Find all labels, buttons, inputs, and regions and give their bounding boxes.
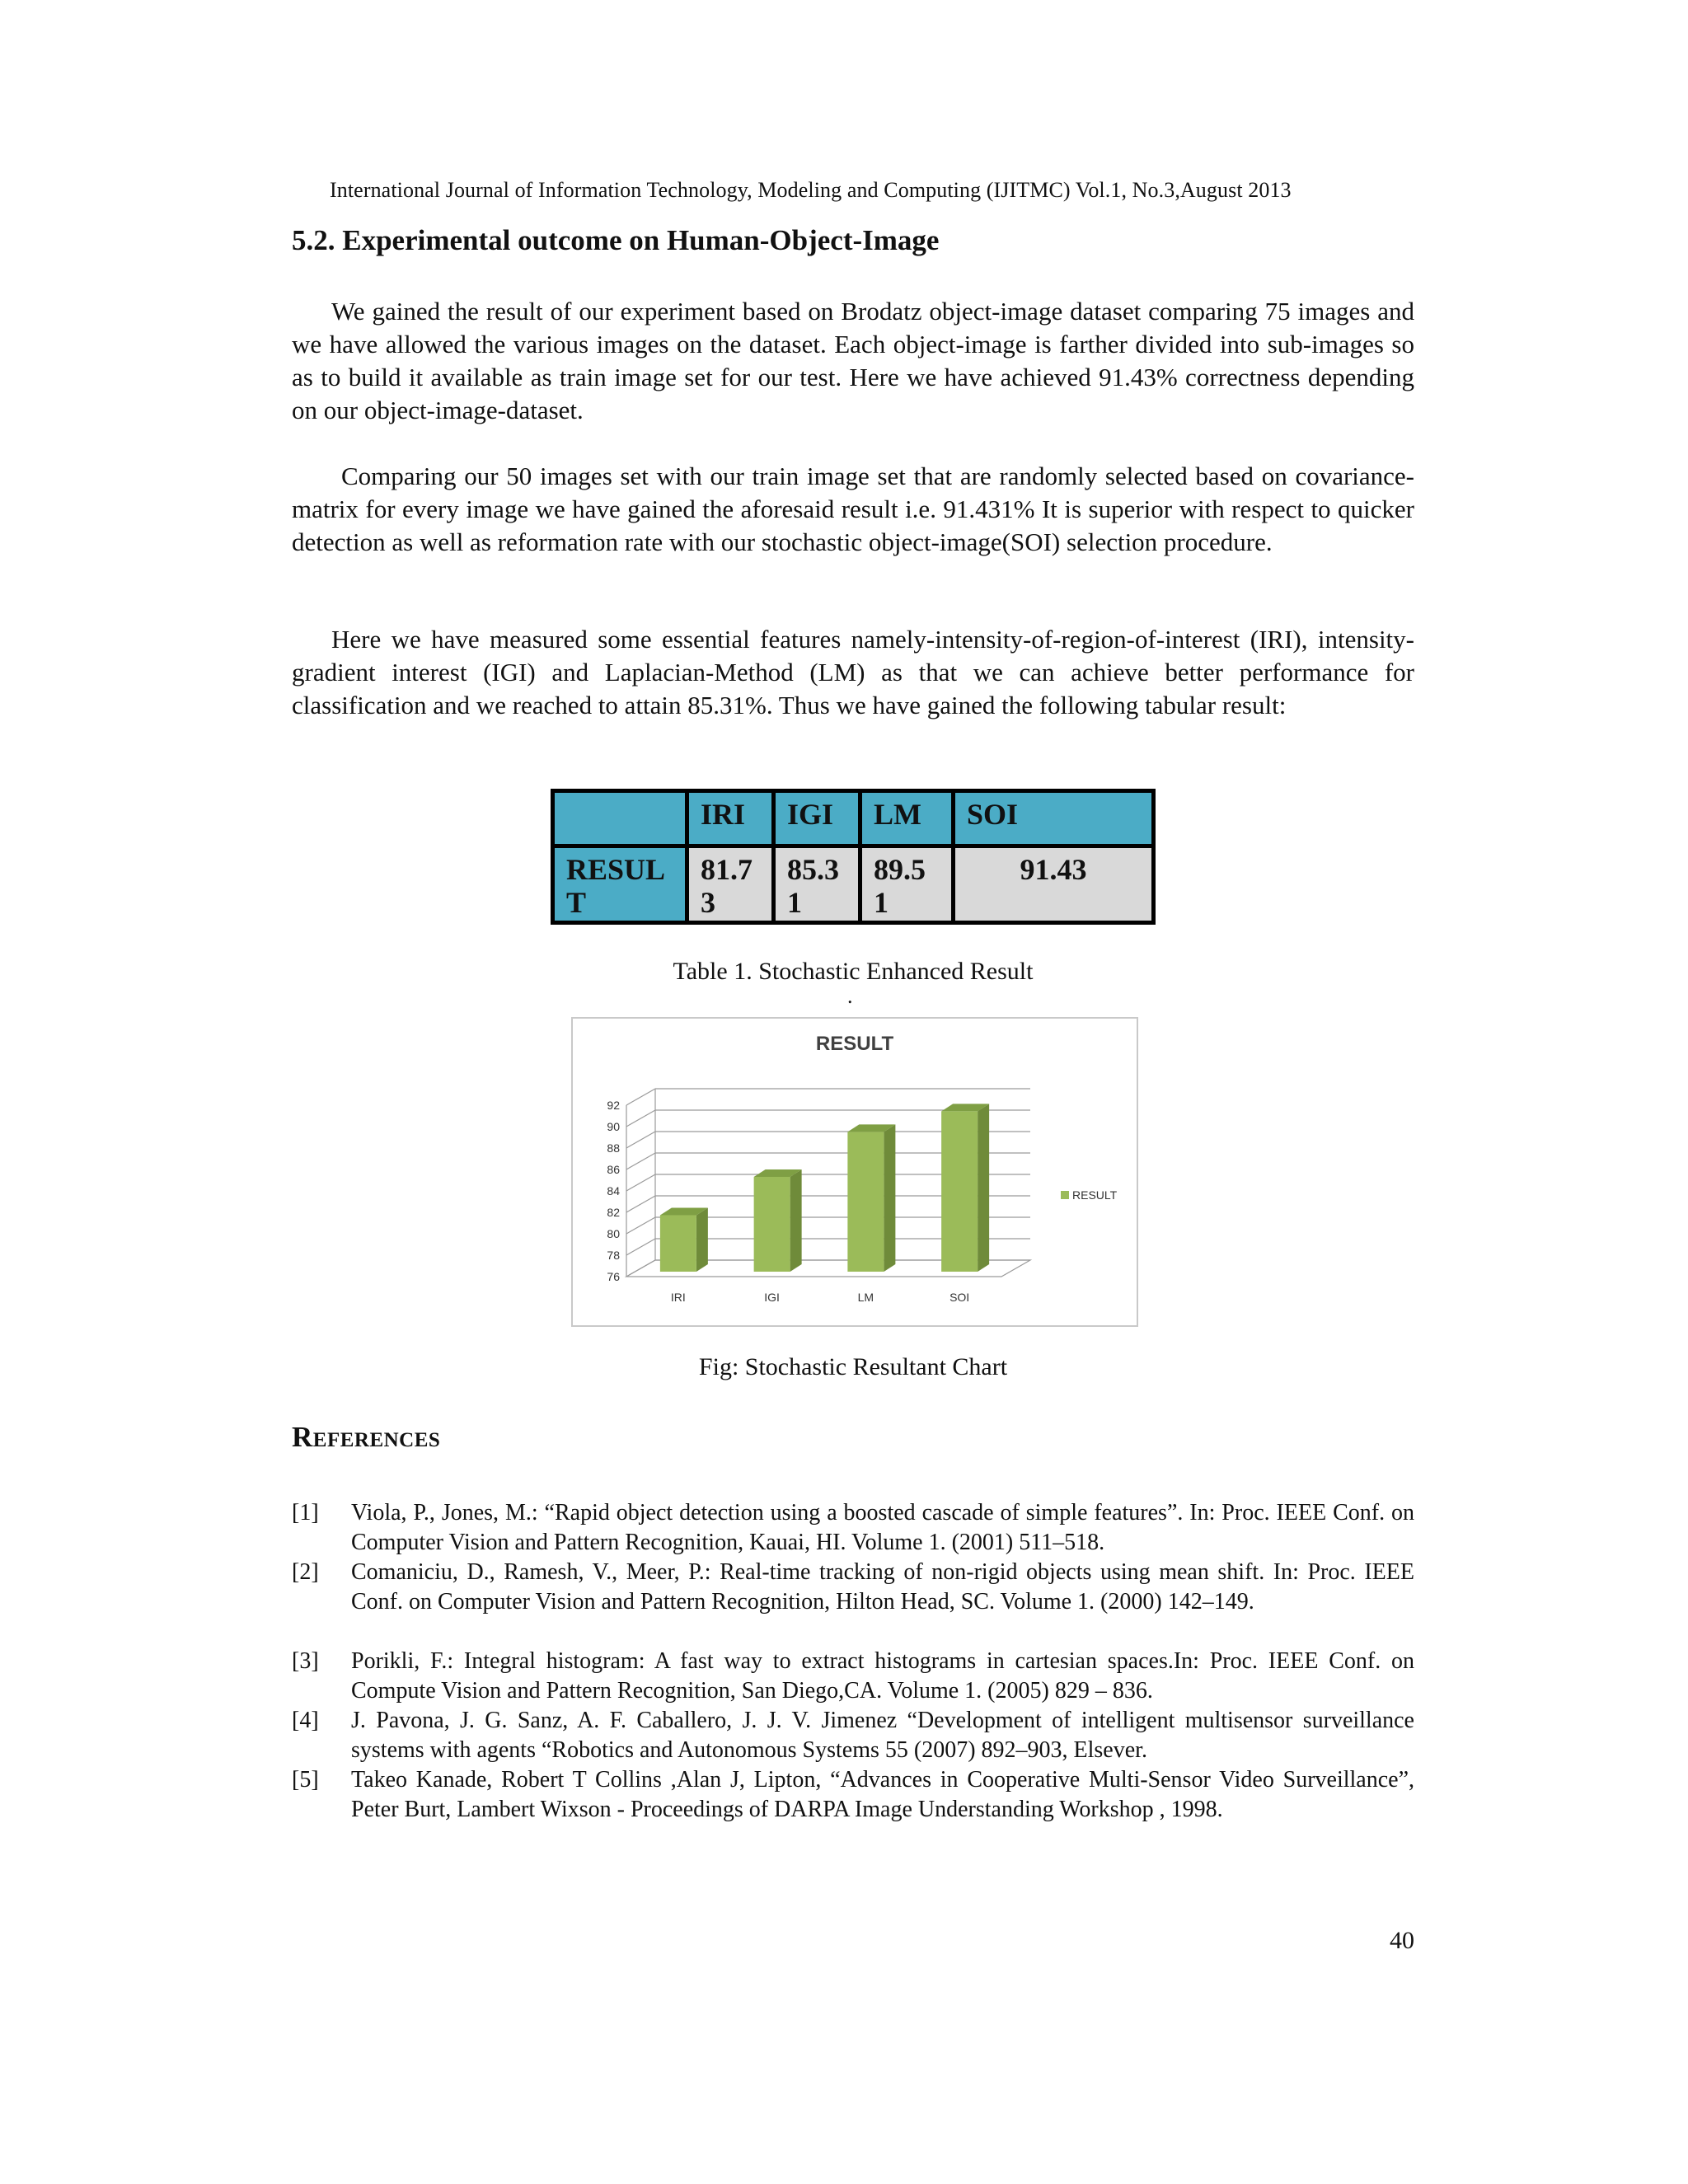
row-label-line-1: RESUL bbox=[566, 853, 666, 886]
table-row-label bbox=[553, 846, 687, 923]
y-tick-label: 76 bbox=[607, 1270, 620, 1283]
caption-dot: . bbox=[847, 984, 853, 1008]
y-tick-label: 92 bbox=[607, 1099, 620, 1112]
cell-lm-line-2: 1 bbox=[874, 886, 889, 919]
x-tick-label: IGI bbox=[764, 1291, 780, 1304]
table-header-iri: IRI bbox=[687, 791, 774, 846]
table-header-blank bbox=[553, 791, 687, 846]
references-heading: References bbox=[292, 1421, 441, 1453]
table-cell-igi bbox=[774, 846, 860, 923]
y-tick-label: 90 bbox=[607, 1120, 620, 1133]
table-row bbox=[553, 846, 1154, 923]
table-caption: Table 1. Stochastic Enhanced Result bbox=[673, 958, 1034, 985]
gridline-depth bbox=[626, 1089, 655, 1105]
reference-text: Comaniciu, D., Ramesh, V., Meer, P.: Real-time tracking of non-rigid objects using mean shift. In: Proc. IEEE Conf. on Computer Vision and Pattern Recognition, Hilton Head, SC. Volume 1. (2000) 142–149. bbox=[351, 1559, 1414, 1615]
gridline-depth bbox=[626, 1239, 655, 1255]
x-tick-label: LM bbox=[857, 1291, 874, 1304]
reference-text: Takeo Kanade, Robert T Collins ,Alan J, Lipton, “Advances in Cooperative Multi-Sensor Video Surveillance”, Peter Burt, Lambert Wixson - Proceedings of DARPA Image Understanding Workshop , 1998. bbox=[351, 1767, 1414, 1822]
paragraph-2: Comparing our 50 images set with our train image set that are randomly selected based on covariance-matrix for every image we have gained the aforesaid result i.e. 91.431% It is superior with respect to quicker detection as well as reformation rate with our stochastic object-image(SOI) selection procedure. bbox=[292, 462, 1414, 556]
bar bbox=[754, 1177, 790, 1272]
gridline-depth bbox=[626, 1153, 655, 1169]
figure-caption: Fig: Stochastic Resultant Chart bbox=[698, 1353, 1008, 1380]
bar-side bbox=[884, 1124, 895, 1272]
cell-lm-line-1: 89.5 bbox=[874, 853, 926, 886]
cell-iri-line-2: 3 bbox=[701, 886, 715, 919]
section-heading: 5.2. Experimental outcome on Human-Object-Image bbox=[292, 224, 940, 256]
reference-item bbox=[292, 1706, 1414, 1765]
table-header-row bbox=[553, 791, 1154, 846]
reference-item bbox=[292, 1498, 1414, 1558]
reference-text: Viola, P., Jones, M.: “Rapid object detection using a boosted cascade of simple features”. In: Proc. IEEE Conf. on Computer Vision and Pattern Recognition, Kauai, HI. Volume 1. (2001) 511–518. bbox=[351, 1500, 1414, 1555]
table-header-lm: LM bbox=[860, 791, 954, 846]
reference-number: [1] bbox=[292, 1500, 319, 1526]
paragraph-3: Here we have measured some essential features namely-intensity-of-region-of-interest (IRI), intensity-gradient interest (IGI) and Laplacian-Method (LM) as that we can achieve better performance for classification and we reached to attain 85.31%. Thus we have gained the following tabular result: bbox=[292, 625, 1414, 719]
y-tick-label: 86 bbox=[607, 1163, 620, 1176]
reference-number: [5] bbox=[292, 1767, 319, 1793]
y-tick-label: 78 bbox=[607, 1249, 620, 1262]
legend-swatch bbox=[1061, 1191, 1069, 1199]
result-table bbox=[551, 789, 1156, 925]
reference-item bbox=[292, 1558, 1414, 1647]
chart-title: RESULT bbox=[815, 1033, 894, 1055]
legend-label: RESULT bbox=[1072, 1188, 1118, 1202]
table-header-igi: IGI bbox=[774, 791, 860, 846]
gridline-depth bbox=[626, 1110, 655, 1127]
row-label-line-2: T bbox=[566, 886, 587, 919]
bar-side bbox=[696, 1208, 708, 1272]
bar bbox=[847, 1132, 884, 1272]
reference-item bbox=[292, 1765, 1414, 1854]
bar-side bbox=[978, 1104, 989, 1272]
gridline-depth bbox=[626, 1174, 655, 1191]
cell-iri-line-1: 81.7 bbox=[701, 853, 753, 886]
reference-number: [3] bbox=[292, 1648, 319, 1674]
x-tick-label: SOI bbox=[950, 1291, 970, 1304]
paragraph-1: We gained the result of our experiment based on Brodatz object-image dataset comparing 75 images and we have allowed the various images on the dataset. Each object-image is farther divided into sub-images so as to build it available as train image set for our test. Here we have achieved 91.43% correctness depending on our object-image-dataset. bbox=[292, 297, 1414, 424]
gridline-depth bbox=[626, 1132, 655, 1148]
reference-number: [4] bbox=[292, 1708, 319, 1733]
gridline-depth bbox=[626, 1196, 655, 1212]
x-tick-label: IRI bbox=[670, 1291, 686, 1304]
y-tick-label: 88 bbox=[607, 1141, 620, 1155]
table-header-soi: SOI bbox=[954, 791, 1154, 846]
page-number: 40 bbox=[1390, 1927, 1414, 1954]
reference-number: [2] bbox=[292, 1559, 319, 1585]
bar bbox=[941, 1111, 978, 1272]
table-cell-soi bbox=[954, 846, 1154, 923]
y-tick-label: 82 bbox=[607, 1206, 620, 1219]
reference-text: Porikli, F.: Integral histogram: A fast way to extract histograms in cartesian spaces.In: Proc. IEEE Conf. on Compute Vision and Pattern Recognition, San Diego,CA. Volume 1. (2005) 829 – 836. bbox=[351, 1648, 1414, 1704]
gridline-depth bbox=[626, 1217, 655, 1234]
table-cell-iri bbox=[687, 846, 774, 923]
cell-soi-line-1: 91.43 bbox=[1020, 853, 1087, 886]
reference-item bbox=[292, 1647, 1414, 1706]
cell-igi-line-1: 85.3 bbox=[787, 853, 839, 886]
cell-igi-line-2: 1 bbox=[787, 886, 802, 919]
bar bbox=[660, 1216, 696, 1272]
y-tick-label: 80 bbox=[607, 1227, 620, 1240]
journal-header: International Journal of Information Technology, Modeling and Computing (IJITMC) Vol.1, No.3,August 2013 bbox=[330, 178, 1292, 202]
table-cell-lm bbox=[860, 846, 954, 923]
reference-text: J. Pavona, J. G. Sanz, A. F. Caballero, J. J. V. Jimenez “Development of intelligent multisensor surveillance systems with agents “Robotics and Autonomous Systems 55 (2007) 892–903, Elsever. bbox=[351, 1708, 1414, 1763]
bar-side bbox=[790, 1169, 802, 1272]
result-chart bbox=[571, 1017, 1138, 1327]
y-tick-label: 84 bbox=[607, 1184, 620, 1197]
chart-canvas bbox=[573, 1019, 1137, 1325]
